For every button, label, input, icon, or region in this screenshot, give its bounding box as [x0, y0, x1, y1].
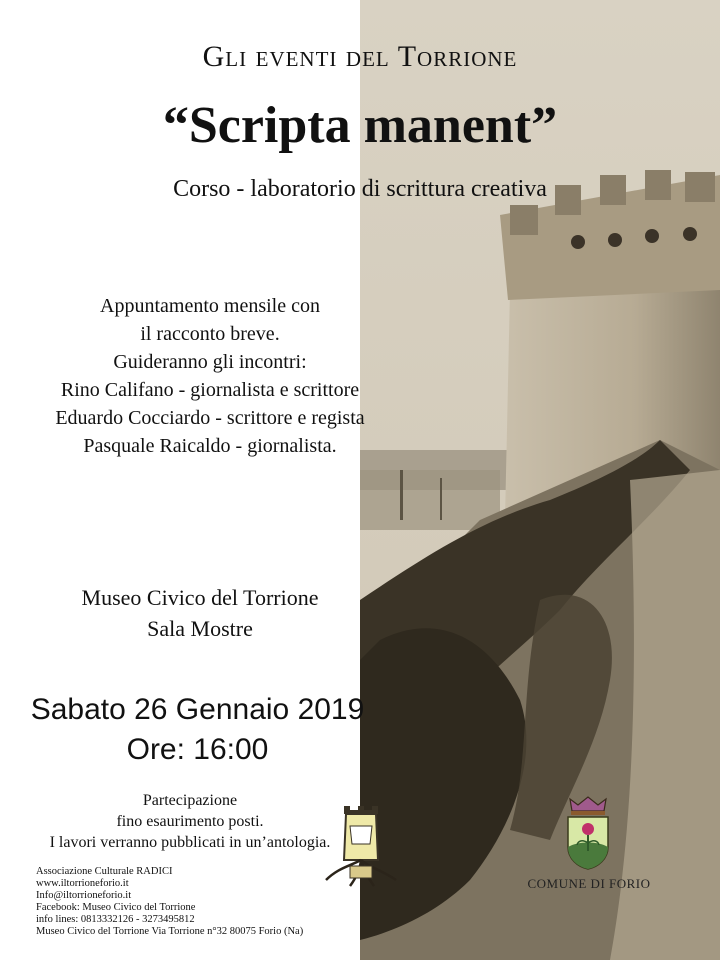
intro-line: il racconto breve. — [140, 323, 280, 345]
series-title: Gli eventi del Torrione — [202, 40, 518, 73]
contact-line: Museo Civico del Torrione Via Torrione n°32 80075 Forio (Na) — [36, 926, 304, 937]
intro-line: Guideranno gli incontri: — [113, 351, 307, 373]
forio-crest — [560, 795, 616, 871]
contact-line: Facebook: Museo Civico del Torrione — [36, 902, 196, 913]
main-title: “Scripta manent” — [162, 97, 558, 154]
contact-line: Info@iltorrioneforio.it — [36, 890, 132, 901]
intro-block — [30, 292, 390, 460]
subtitle: Corso - laboratorio di scrittura creativa — [173, 176, 547, 202]
note-line: Partecipazione — [142, 792, 238, 809]
note-line: fino esaurimento posti. — [116, 813, 264, 830]
intro-line: Eduardo Cocciardo - scrittore e regista — [55, 407, 365, 429]
venue-room: Sala Mostre — [147, 616, 253, 641]
contact-line: www.iltorrioneforio.it — [36, 878, 129, 889]
venue-name: Museo Civico del Torrione — [81, 585, 319, 610]
contact-line: info lines: 0813332126 - 3273495812 — [36, 914, 195, 925]
event-time: Ore: 16:00 — [126, 733, 269, 766]
intro-line: Rino Califano - giornalista e scrittore — [60, 379, 360, 401]
note-line: I lavori verranno pubblicati in un’antologia. — [49, 834, 331, 851]
radici-association-logo — [320, 800, 402, 888]
event-date: Sabato 26 Gennaio 2019 — [30, 693, 365, 726]
intro-line: Pasquale Raicaldo - giornalista. — [83, 435, 337, 457]
intro-line: Appuntamento mensile con — [100, 295, 320, 317]
contact-block — [36, 866, 356, 938]
venue-block — [20, 582, 380, 644]
contact-line: Associazione Culturale RADICI — [36, 866, 173, 877]
comune-label: COMUNE DI FORIO — [527, 876, 651, 891]
event-datetime — [0, 690, 395, 770]
